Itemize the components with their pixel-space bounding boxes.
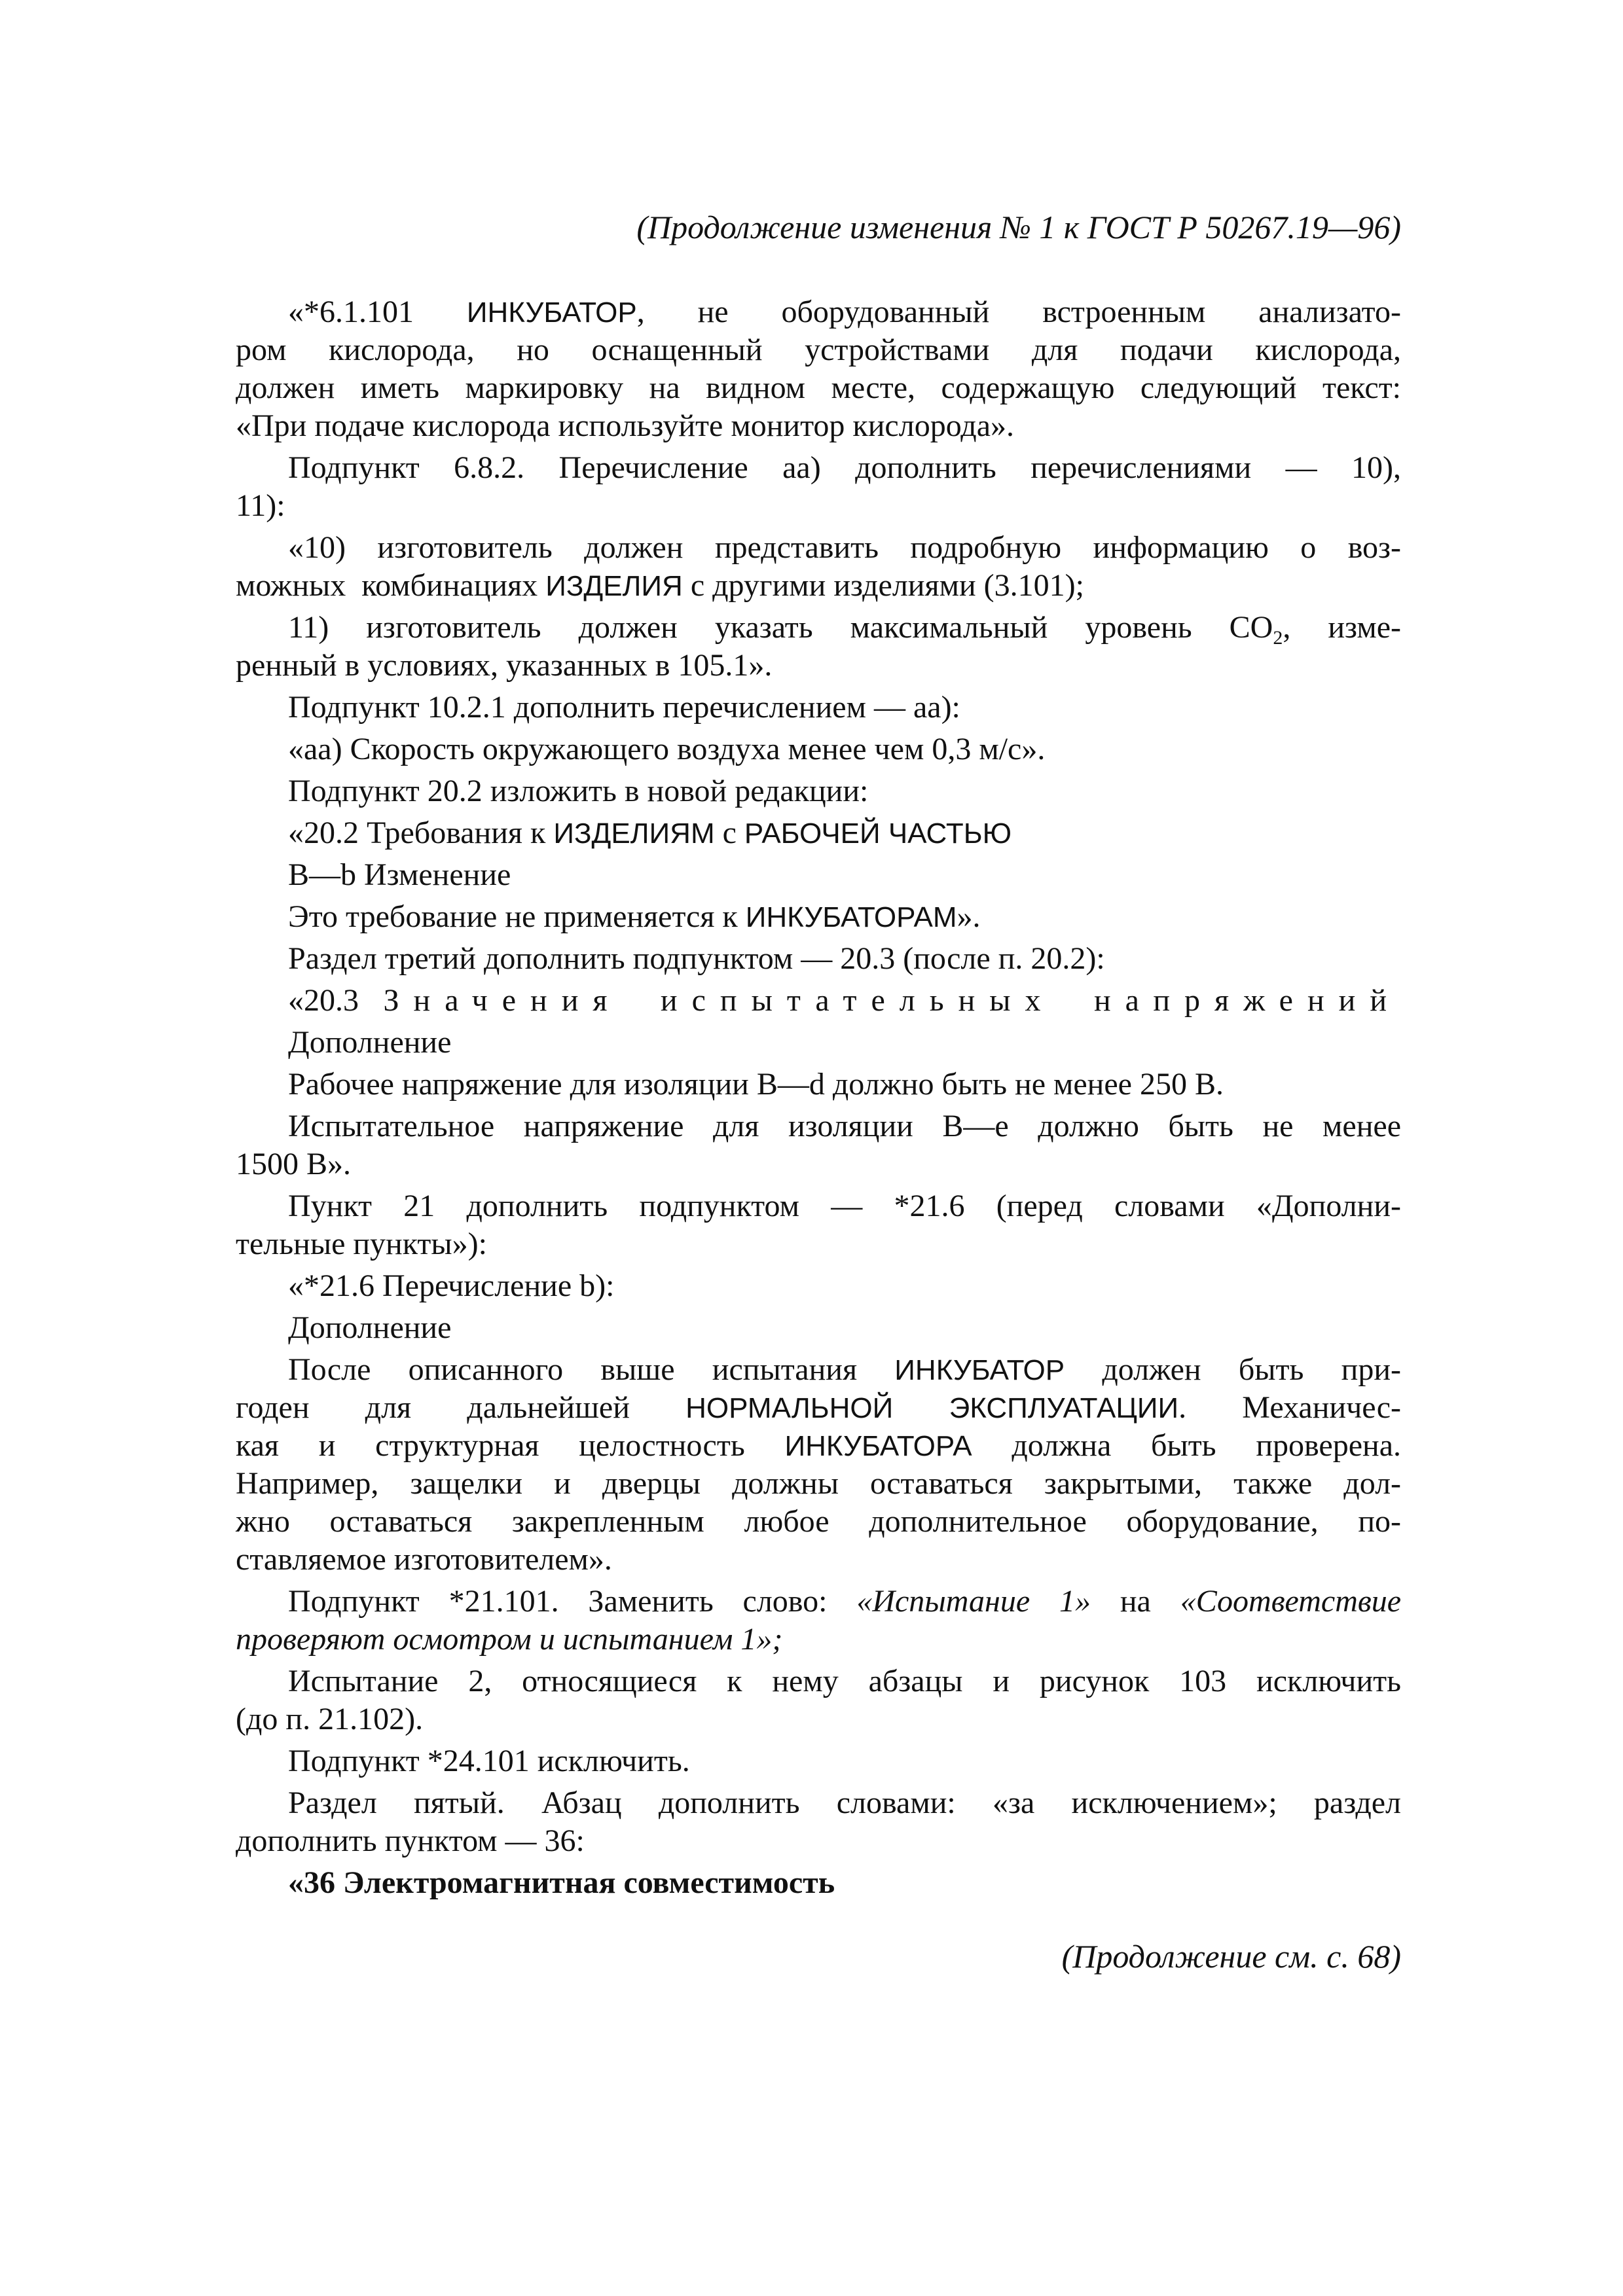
text-segment: Подпункт 6.8.2. Перечисление аа) дополнить перечислениями — 10), <box>288 450 1401 485</box>
text-segment: с <box>714 816 744 850</box>
text-segment: Подпункт 20.2 изложить в новой редакции: <box>288 774 869 808</box>
text-segment: РАБОЧЕЙ ЧАСТЬЮ <box>744 817 1012 850</box>
text-line <box>236 647 1401 685</box>
text-segment: Например, защелки и дверцы должны оставаться закрытыми, также дол- <box>236 1466 1401 1501</box>
paragraph <box>236 730 1401 768</box>
text-segment: годен для дальнейшей <box>236 1390 686 1425</box>
text-segment: НОРМАЛЬНОЙ ЭКСПЛУАТАЦИИ <box>685 1392 1179 1424</box>
paragraph <box>236 1187 1401 1263</box>
text-line <box>236 1784 1401 1822</box>
text-line <box>236 1465 1401 1503</box>
text-segment: Подпункт 10.2.1 дополнить перечислением — аа): <box>288 690 960 725</box>
text-line <box>236 1066 1401 1103</box>
text-line <box>236 1621 1401 1659</box>
text-segment: После описанного выше испытания <box>288 1352 895 1387</box>
page-footer: (Продолжение см. с. 68) <box>1061 1938 1401 1975</box>
paragraph <box>236 1024 1401 1062</box>
text-line <box>236 1225 1401 1263</box>
text-line <box>236 331 1401 369</box>
text-segment: ИНКУБАТОР <box>466 296 637 329</box>
text-segment: 1500 В». <box>236 1147 352 1181</box>
text-segment: должен быть при- <box>1065 1352 1401 1387</box>
text-segment: ИНКУБАТОРАМ <box>745 901 957 933</box>
text-segment: Испытание 2, относящиеся к нему абзацы и рисунок 103 исключить <box>288 1664 1401 1698</box>
text-line <box>236 293 1401 331</box>
text-segment: Это требование не применяется к <box>288 899 746 934</box>
text-line <box>236 1187 1401 1225</box>
paragraph <box>236 293 1401 445</box>
paragraph <box>236 1864 1401 1902</box>
text-line <box>236 1107 1401 1145</box>
text-segment: дополнить пунктом — 36: <box>236 1823 585 1858</box>
text-line <box>236 407 1401 445</box>
text-segment: Пункт 21 дополнить подпунктом — *21.6 (перед словами «Дополни- <box>288 1189 1401 1223</box>
text-segment: «20.2 Требования к <box>288 816 554 850</box>
paragraph <box>236 1351 1401 1579</box>
text-segment: Подпункт *24.101 исключить. <box>288 1744 690 1778</box>
text-segment: тельные пункты»): <box>236 1227 487 1261</box>
paragraph <box>236 940 1401 978</box>
paragraph <box>236 529 1401 605</box>
text-line <box>236 814 1401 852</box>
text-segment: Подпункт *21.101. Заменить слово: <box>288 1584 857 1619</box>
text-segment: «Испытание 1» <box>856 1584 1091 1619</box>
text-line <box>236 730 1401 768</box>
text-line <box>236 487 1401 525</box>
text-segment: Дополнение <box>288 1025 452 1060</box>
text-segment: 11) изготовитель должен указать максимальный уровень CO <box>288 610 1273 645</box>
paragraph <box>236 1583 1401 1659</box>
text-segment: . Механичес- <box>1178 1390 1402 1425</box>
text-line <box>236 449 1401 487</box>
paragraph <box>236 1267 1401 1305</box>
text-segment: Раздел третий дополнить подпунктом — 20.3 (после п. 20.2): <box>288 941 1105 976</box>
text-line <box>236 898 1401 936</box>
text-segment: можных комбинациях <box>236 568 546 603</box>
paragraph <box>236 982 1401 1020</box>
paragraph <box>236 609 1401 685</box>
paragraph <box>236 1066 1401 1103</box>
text-line <box>236 1583 1401 1621</box>
text-line <box>236 1427 1401 1465</box>
text-segment: Раздел пятый. Абзац дополнить словами: «за исключением»; раздел <box>288 1785 1401 1820</box>
text-line <box>236 856 1401 894</box>
text-segment: B—b Изменение <box>288 857 511 892</box>
text-segment: ром кислорода, но оснащенный устройствами для подачи кислорода, <box>236 332 1401 367</box>
paragraph <box>236 1784 1401 1860</box>
text-segment: ренный в условиях, указанных в 105.1». <box>236 648 773 683</box>
text-segment: ИНКУБАТОР <box>894 1354 1065 1386</box>
text-segment: Значения испытательных напряжений <box>383 983 1402 1018</box>
text-line <box>236 940 1401 978</box>
text-segment: Испытательное напряжение для изоляции B—e должно быть не менее <box>288 1109 1401 1143</box>
text-segment: кая и структурная целостность <box>236 1428 785 1463</box>
text-line <box>236 1389 1401 1427</box>
paragraph <box>236 898 1401 936</box>
text-segment: должен иметь маркировку на видном месте, содержащую следующий текст: <box>236 370 1401 405</box>
text-segment: , изме- <box>1283 610 1401 645</box>
text-segment: «аа) Скорость окружающего воздуха менее чем 0,3 м/с». <box>288 732 1046 766</box>
text-line <box>236 1742 1401 1780</box>
document-body <box>236 293 1401 1902</box>
text-line <box>236 772 1401 810</box>
text-line <box>236 567 1401 605</box>
text-line <box>236 1864 1401 1902</box>
text-segment: ИНКУБАТОРА <box>784 1430 972 1462</box>
paragraph <box>236 689 1401 726</box>
text-segment: жно оставаться закрепленным любое дополнительное оборудование, по- <box>236 1504 1401 1539</box>
text-segment: «10) изготовитель должен представить подробную информацию о воз- <box>288 530 1401 565</box>
page-header: (Продолжение изменения № 1 к ГОСТ Р 50267.19—96) <box>636 209 1401 245</box>
text-line <box>236 529 1401 567</box>
text-segment: проверяют осмотром и испытанием 1»; <box>236 1622 783 1657</box>
text-segment: 11): <box>236 488 285 523</box>
paragraph <box>236 772 1401 810</box>
text-segment: «20.3 <box>288 983 384 1018</box>
paragraph <box>236 814 1401 852</box>
text-segment: ставляемое изготовителем». <box>236 1542 612 1577</box>
text-segment: , не оборудованный встроенным анализато- <box>636 295 1401 329</box>
text-line <box>236 1351 1401 1389</box>
text-segment: «*6.1.101 <box>288 295 467 329</box>
text-segment: «36 Электромагнитная совместимость <box>288 1865 835 1900</box>
text-line <box>236 1145 1401 1183</box>
text-segment: «*21.6 Перечисление b): <box>288 1268 615 1303</box>
text-line <box>236 982 1401 1020</box>
text-line <box>236 1503 1401 1541</box>
text-line <box>236 1024 1401 1062</box>
text-line <box>236 1267 1401 1305</box>
text-line <box>236 1662 1401 1700</box>
text-line <box>236 369 1401 407</box>
text-segment: ИЗДЕЛИЯМ <box>553 817 715 850</box>
text-segment: «Соответствие <box>1180 1584 1401 1619</box>
text-segment: ». <box>957 899 981 934</box>
text-line <box>236 1541 1401 1579</box>
text-segment: ИЗДЕЛИЯ <box>545 570 683 602</box>
text-segment: Дополнение <box>288 1310 452 1345</box>
text-segment: должна быть проверена. <box>972 1428 1401 1463</box>
paragraph <box>236 1107 1401 1183</box>
paragraph <box>236 856 1401 894</box>
text-line <box>236 1822 1401 1860</box>
text-segment: на <box>1091 1584 1180 1619</box>
text-segment: 2 <box>1273 627 1283 649</box>
text-line <box>236 609 1401 647</box>
paragraph <box>236 1742 1401 1780</box>
text-segment: (до п. 21.102). <box>236 1702 424 1736</box>
paragraph <box>236 449 1401 525</box>
text-line <box>236 1700 1401 1738</box>
paragraph <box>236 1662 1401 1738</box>
text-segment: Рабочее напряжение для изоляции B—d должно быть не менее 250 В. <box>288 1067 1224 1102</box>
text-line <box>236 1309 1401 1347</box>
text-segment: с другими изделиями (3.101); <box>682 568 1084 603</box>
text-line <box>236 689 1401 726</box>
paragraph <box>236 1309 1401 1347</box>
text-segment: «При подаче кислорода используйте монитор кислорода». <box>236 408 1015 443</box>
